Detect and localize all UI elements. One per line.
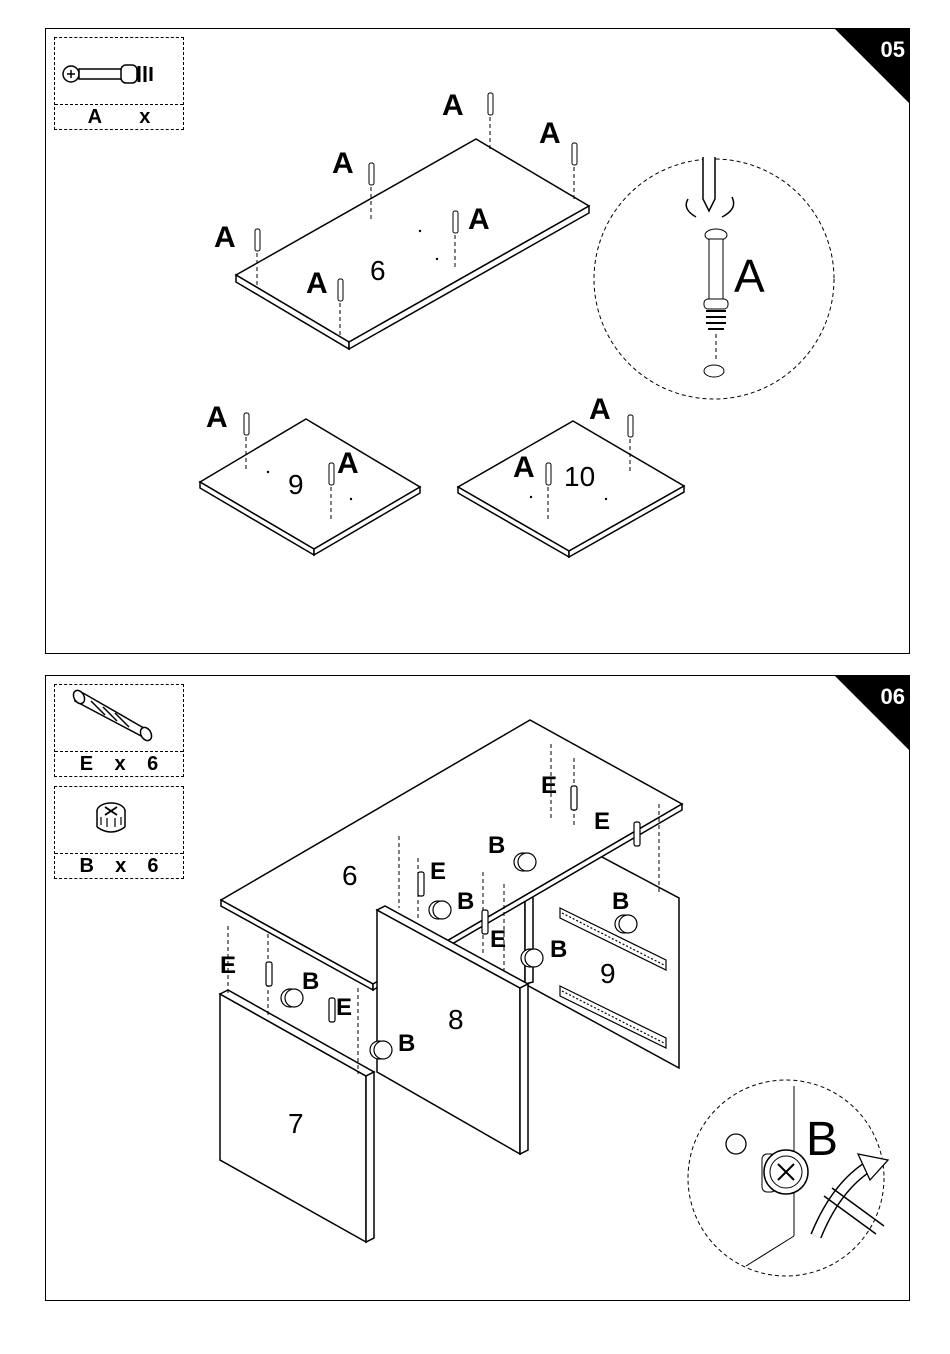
cam-label-b: B (550, 936, 568, 963)
wooden-dowel-icon (55, 685, 183, 752)
panel-9-label: 9 (600, 958, 616, 989)
step-number-badge (829, 676, 909, 756)
fitting-label-a: A (442, 89, 464, 122)
cam-label-b: B (457, 888, 475, 915)
step-number: 05 (880, 37, 905, 62)
panel-6-board (236, 139, 589, 349)
step-number: 06 (880, 684, 905, 709)
part-e-x: x (114, 752, 126, 775)
panel-8-label: 8 (448, 1004, 464, 1035)
fitting-label-a: A (306, 267, 328, 300)
panel-9-label: 9 (288, 469, 304, 500)
fitting-label-a: A (332, 147, 354, 180)
part-a-letter: A (87, 105, 103, 128)
part-b-letter: B (79, 854, 94, 877)
dowel-label-e: E (541, 772, 558, 799)
step-05-panel (45, 28, 910, 654)
panel-10-label: 10 (564, 461, 596, 492)
cam-lock-icon (55, 787, 183, 854)
cam-label-b: B (612, 888, 630, 915)
part-e-letter: E (79, 752, 94, 775)
dowel-label-e: E (430, 858, 447, 885)
cam-bolt-icon (55, 38, 183, 105)
cam-label-b: B (302, 968, 320, 995)
detail-label-b: B (806, 1113, 839, 1166)
part-b-qty: 6 (147, 854, 159, 877)
part-a-qty: x (139, 105, 151, 128)
part-b-x: x (115, 854, 127, 877)
step-06-panel (45, 675, 910, 1301)
dowel-label-e: E (336, 994, 353, 1021)
step-number-badge (829, 29, 909, 109)
fitting-label-a: A (513, 451, 535, 484)
dowel-label-e: E (490, 926, 507, 953)
detail-circle-a (594, 157, 834, 399)
detail-circle-b (688, 1080, 888, 1276)
fitting-label-a: A (589, 393, 611, 426)
panel-7-label: 7 (288, 1108, 304, 1139)
dowel-label-e: E (220, 952, 237, 979)
detail-label-a: A (734, 250, 765, 302)
fitting-label-a: A (206, 401, 228, 434)
part-box-b (54, 786, 184, 879)
dowel-label-e: E (594, 808, 611, 835)
fitting-label-a: A (468, 203, 490, 236)
panel-6-label: 6 (370, 255, 386, 286)
panel-9-board (200, 419, 420, 555)
panel-6-label: 6 (342, 860, 358, 891)
cam-label-b: B (488, 832, 506, 859)
part-box-a (54, 37, 184, 130)
fitting-label-a: A (337, 447, 359, 480)
fitting-label-a: A (539, 117, 561, 150)
part-box-e (54, 684, 184, 777)
cam-label-b: B (398, 1030, 416, 1057)
fitting-label-a: A (214, 221, 236, 254)
part-e-qty: 6 (147, 752, 159, 775)
